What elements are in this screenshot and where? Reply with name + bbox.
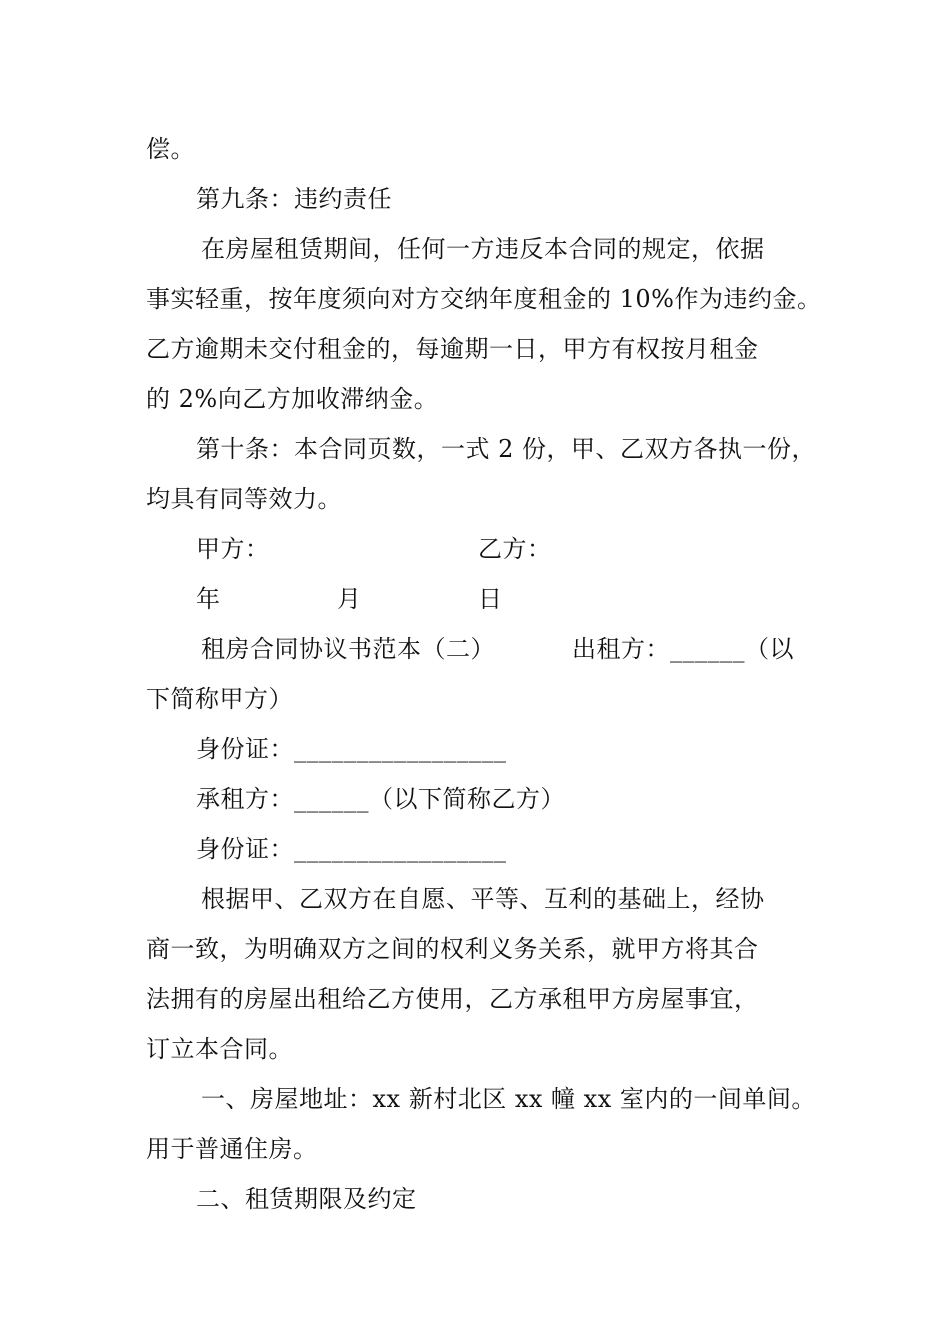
text-line: 偿。 <box>146 135 195 163</box>
document-subtitle: 租房合同协议书范本（二） <box>201 635 495 663</box>
text-line: 乙方逾期未交付租金的，每逾期一日，甲方有权按月租金 <box>146 335 759 363</box>
lessor-id-field: 身份证：_________________ <box>196 735 507 763</box>
text-line: 在房屋租赁期间，任何一方违反本合同的规定，依据 <box>201 235 765 263</box>
section-heading-article-10: 第十条：本合同页数，一式 2 份，甲、乙双方各执一份， <box>196 435 817 463</box>
text-line: 事实轻重，按年度须向对方交纳年度租金的 10%作为违约金。 <box>146 285 822 313</box>
date-year-label: 年 <box>196 585 221 613</box>
text-line: 的 2%向乙方加收滞纳金。 <box>146 385 439 413</box>
date-day-label: 日 <box>478 585 503 613</box>
lessee-field: 承租方：______（以下简称乙方） <box>196 785 565 813</box>
section-heading-article-9: 第九条：违约责任 <box>196 185 392 213</box>
date-month-label: 月 <box>337 585 362 613</box>
text-line: 法拥有的房屋出租给乙方使用，乙方承租甲方房屋事宜， <box>146 985 759 1013</box>
text-line: 根据甲、乙双方在自愿、平等、互利的基础上，经协 <box>201 885 765 913</box>
text-line: 下简称甲方） <box>146 685 293 713</box>
text-line: 均具有同等效力。 <box>146 485 342 513</box>
text-line: 商一致，为明确双方之间的权利义务关系，就甲方将其合 <box>146 935 759 963</box>
lessee-id-field: 身份证：_________________ <box>196 835 507 863</box>
lessor-field: 出租方：______（以 <box>572 635 794 663</box>
clause-house-address: 一、房屋地址：xx 新村北区 xx 幢 xx 室内的一间单间。 <box>201 1085 816 1113</box>
party-b-signature-label: 乙方： <box>478 535 552 563</box>
text-line: 订立本合同。 <box>146 1035 293 1063</box>
party-a-signature-label: 甲方： <box>196 535 270 563</box>
text-line: 用于普通住房。 <box>146 1135 318 1163</box>
clause-lease-term-heading: 二、租赁期限及约定 <box>196 1185 417 1213</box>
